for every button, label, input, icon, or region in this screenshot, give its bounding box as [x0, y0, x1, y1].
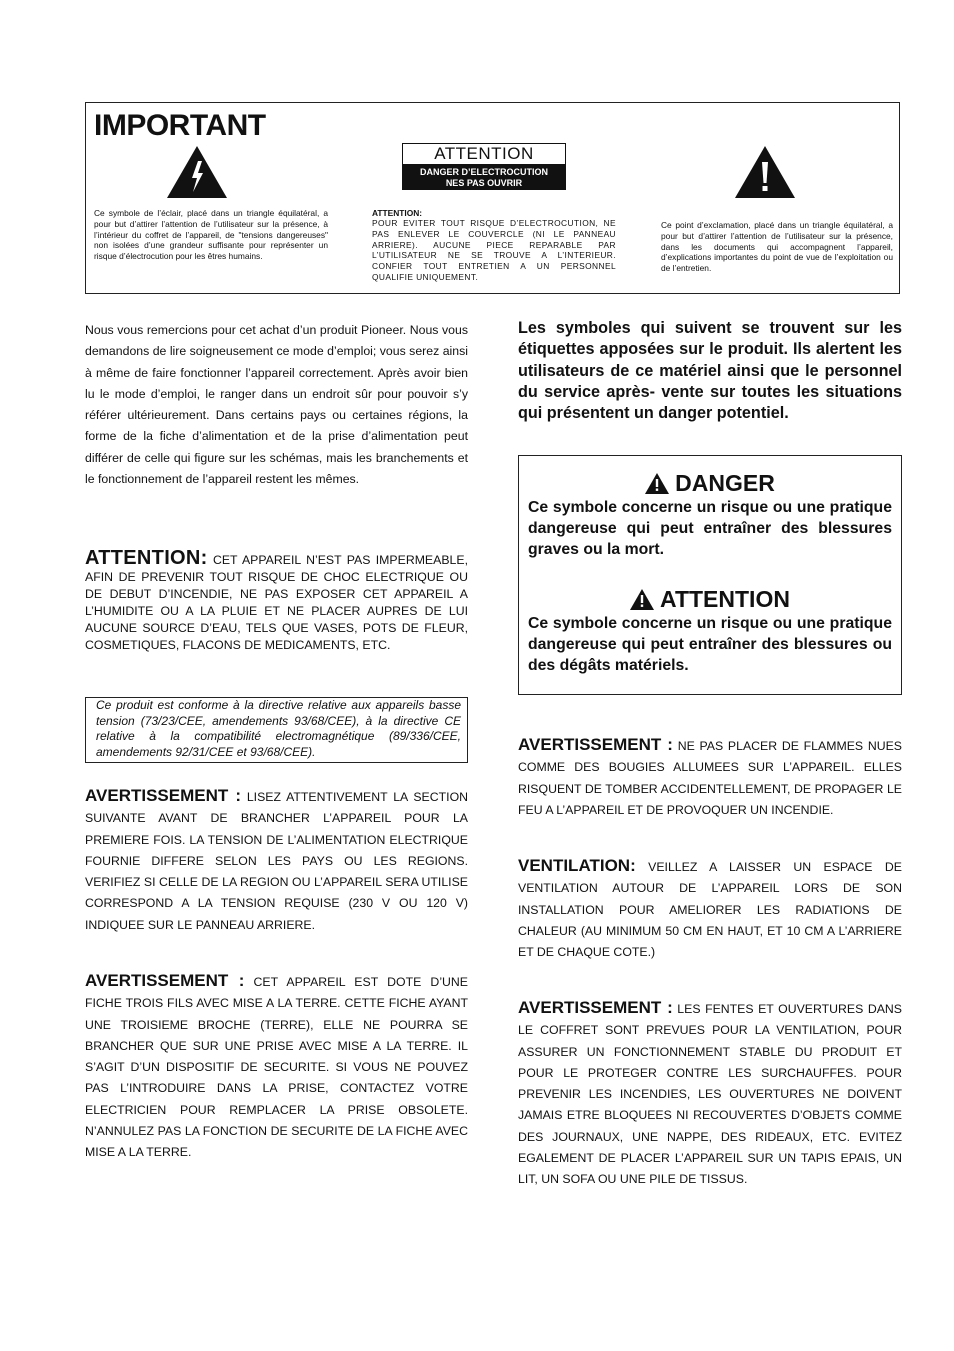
lightning-symbol-text: Ce symbole de l’éclair, placé dans un triangle équilatéral, a pour but d’attirer l’attention de l’utilisateur sur la présence, à l’intérieur du coffret de l’appareil, de "tensions dangereuses" non isolées d’une grandeur suffisante pour représenter un risque d’électrocution pour les êtres humains.: [94, 208, 328, 262]
warning-triangle-icon: [645, 473, 669, 494]
lightning-triangle-icon: [166, 145, 228, 199]
warning-flames-text: NE PAS PLACER DE FLAMMES NUES COMME DES BOUGIES ALLUMEES SUR L’APPAREIL. ELLES RISQUENT DE TOMBER ACCIDENTELLEMENT, DE PROPAGER LE FEU A L’APPAREIL ET DE PROVOQUER UN INCENDIE.: [518, 739, 902, 817]
warning-voltage-text: LISEZ ATTENTIVEMENT LA SECTION SUIVANTE AVANT DE BRANCHER L’APPAREIL POUR LA PREMIERE FOIS. LA TENSION DE L’ALIMENTATION ELECTRIQUE FOURNIE DIFFERE SELON LES PAYS OU LES REGIONS. VERIFIEZ SI CELLE DE LA REGION OU L’APPAREIL SERA UTILISE CORRESPOND A LA TENSION REQUISE (230 V OU 120 V) INDIQUEE SUR LE PANNEAU ARRIERE.: [85, 790, 469, 932]
intro-paragraph: Nous vous remercions pour cet achat d’un produit Pioneer. Nous vous demandons de lire soigneusement ce mode d’emploi; vous serez ainsi à même de faire fonctionner l’appareil correctement. Après avoir bien lu le mode d’emploi, le ranger dans un endroit sûr pour pouvoir s’y référer ultérieurement. Dans certains pays ou certaines régions, la forme de la fiche d’alimentation et de la prise d’alimentation peut différer de celle qui figure sur les schémas, mais les branchements et le fonctionnement de l’appareil restent les mêmes.: [85, 323, 468, 487]
danger-heading-row: [528, 470, 892, 497]
ventilation-text: VEILLEZ A LAISSER UN ESPACE DE VENTILATION AUTOUR DE L’APPAREIL LORS DE SON INSTALLATION POUR AMELIORER LES RADIATIONS DE CHALEUR (AU MINIMUM 50 CM EN HAUT, ET 10 CM A L’ARRIERE ET DE CHAQUE COTE.): [518, 860, 902, 960]
attention-center-block: [372, 208, 616, 283]
danger-box: [518, 455, 902, 695]
exclamation-symbol-text: Ce point d’exclamation, placé dans un triangle équilatéral, a pour but d’attirer l’attention de l’utilisateur sur la présence, dans les documents qui accompagnent l’appareil, d’explications importantes du point de vue de l’exploitation ou de l’entretien.: [661, 220, 893, 274]
danger-text: Ce symbole concerne un risque ou une pratique dangereuse qui peut entraîner des blessures graves ou la mort.: [528, 499, 892, 558]
warning-openings-heading: AVERTISSEMENT :: [518, 998, 673, 1017]
ce-compliance-box: [85, 697, 468, 763]
warning-flames-paragraph: [518, 734, 902, 821]
attention-center-text: POUR EVITER TOUT RISQUE D’ELECTROCUTION, NE PAS ENLEVER LE COUVERCLE (NI LE PANNEAU ARRIERE). AUCUNE PIECE REPARABLE PAR L’UTILISATEUR NE SE TROUVE A L’INTERIEUR. CONFIER TOUT ENTRETIEN A UN PERSONNEL QUALIFIE UNIQUEMENT.: [372, 218, 616, 282]
attention-label-line2: NES PAS OUVRIR: [445, 177, 523, 188]
warning-ground-text: CET APPAREIL EST DOTE D’UNE FICHE TROIS FILS AVEC MISE A LA TERRE. CETTE FICHE AYANT UNE TROISIEME BROCHE (TERRE), ELLE NE POURRA SE BRANCHER QUE SUR UNE PRISE AVEC MISE A LA TERRE. IL S’AGIT D’UN DISPOSITIF DE SECURITE. SI VOUS NE POUVEZ PAS L’INTRODUIRE DANS LA PRISE, CONTACTEZ VOTRE ELECTRICIEN POUR REMPLACER LA PRISE OBSOLETE. N’ANNULEZ PAS LA FONCTION DE SECURITE DE LA FICHE AVEC MISE A LA TERRE.: [85, 975, 469, 1160]
attention-label-line1: DANGER D’ELECTROCUTION: [420, 167, 548, 177]
warning-triangle-icon: [630, 589, 654, 610]
attention-heading: ATTENTION:: [85, 547, 208, 569]
ventilation-heading: VENTILATION:: [518, 856, 636, 875]
attention-heading-row: [528, 586, 892, 613]
ce-compliance-text: Ce produit est conforme à la directive relative aux appareils basse tension (73/23/CEE, amendements 93/68/CEE), à la directive CE relative à la compatibilité electromagnétique (89/336/CEE, amendements 92/31/CEE et 93/68/CEE).: [96, 698, 461, 759]
symbols-intro: Les symboles qui suivent se trouvent sur les étiquettes apposées sur le produit. Ils alertent les utilisateurs de ce matériel ainsi que le personnel du service après- vente sur toutes les situations qui présentent un danger potentiel.: [518, 319, 902, 423]
ventilation-paragraph: [518, 855, 902, 963]
attention-center-heading: ATTENTION:: [372, 208, 423, 218]
important-title: IMPORTANT: [94, 109, 266, 142]
danger-heading: DANGER: [675, 470, 775, 496]
warning-voltage-heading: AVERTISSEMENT :: [85, 786, 242, 805]
warning-openings-text: LES FENTES ET OUVERTURES DANS LE COFFRET SONT PREVUES POUR LA VENTILATION, POUR ASSURER UN FONCTIONNEMENT STABLE DU PRODUIT ET POUR LE PROTEGER CONTRE LES SURCHAUFFES. POUR PREVENIR LES INCENDIES, LES OUVERTURES NE DOIVENT JAMAIS ETRE BLOQUEES NI RECOUVERTES D’OBJETS COMME DES JOURNAUX, UNE NAPPE, DES RIDEAUX, ETC. EVITEZ EGALEMENT DE PLACER L’APPAREIL SUR UN TAPIS EPAIS, UN LIT, UN SOFA OU UNE PILE DE TISSUS.: [518, 1002, 903, 1187]
warning-voltage-paragraph: [85, 785, 468, 936]
attention-box-text: Ce symbole concerne un risque ou une pratique dangereuse qui peut entraîner des blessures ou des dégâts matériels.: [528, 615, 892, 674]
warning-ground-paragraph: [85, 970, 468, 1164]
attention-box-heading: ATTENTION: [660, 586, 790, 612]
warning-ground-heading: AVERTISSEMENT :: [85, 971, 245, 990]
attention-label-title: ATTENTION: [402, 143, 566, 165]
attention-paragraph: [85, 547, 468, 654]
attention-label-warning: [402, 165, 566, 190]
warning-flames-heading: AVERTISSEMENT :: [518, 735, 673, 754]
important-box: [85, 102, 900, 294]
exclamation-triangle-icon: [734, 145, 796, 199]
attention-text: CET APPAREIL N’EST PAS IMPERMEABLE, AFIN DE PREVENIR TOUT RISQUE DE CHOC ELECTRIQUE OU DE DEBUT D’INCENDIE, NE PAS EXPOSER CET APPAREIL A L’HUMIDITE OU A LA PLUIE ET NE PLACER AUPRES DE LUI AUCUNE SOURCE D’EAU, TELS QUE VASES, POTS DE FLEUR, COSMETIQUES, FLACONS DE MEDICAMENTS, ETC.: [85, 553, 468, 652]
warning-openings-paragraph: [518, 997, 902, 1191]
attention-label: [402, 143, 566, 195]
